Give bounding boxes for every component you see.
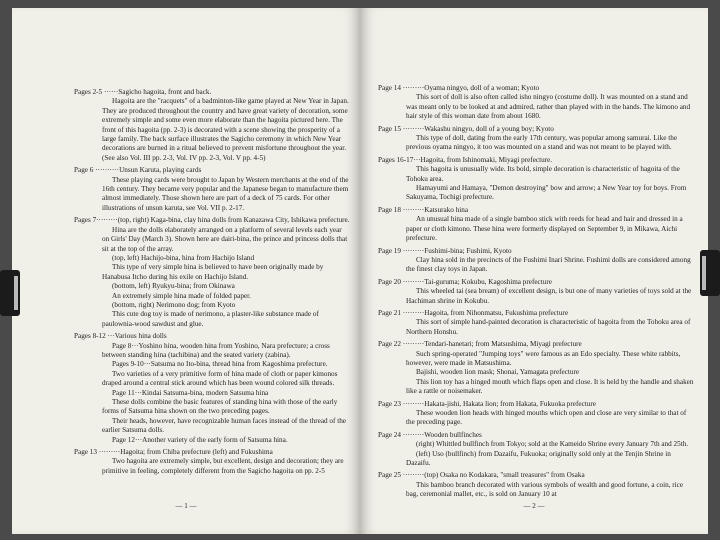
entry-text: Bajishi, wooden lion mask; Shonai, Yamagata prefecture bbox=[416, 368, 580, 377]
entry-heading: Page 19 ·········Fushimi-bina; Fushimi, Kyoto bbox=[378, 246, 512, 255]
entry bbox=[74, 88, 350, 163]
entry-heading: Page 14 ·········Oyama ningyo, doll of a woman; Kyoto bbox=[378, 84, 540, 92]
entry bbox=[378, 156, 694, 203]
entry bbox=[378, 309, 694, 337]
page-number-left: — 1 — bbox=[175, 502, 197, 510]
entry bbox=[74, 332, 350, 445]
entry bbox=[378, 278, 694, 306]
entry-heading: Page 21 ·········Hagoita, from Nihonmatsu, Fukushima prefecture bbox=[378, 308, 569, 317]
entry-heading: Page 18 ·········Katsurako hina bbox=[378, 205, 469, 214]
entry-text: (left) Uso (bullfinch) from Dazaifu, Fukuoka; originally sold only at the Tenjin Shrine in Dazaifu. bbox=[406, 449, 671, 468]
entry-text: This type of doll, dating from the early 17th century, was popular among samurai. Like the previous oyama ningyo, it too was mounted on a stand and was not meant to be played with. bbox=[406, 134, 678, 152]
entry-text: Page 11···Kindai Satsuma-bina, modern Satsuma hina bbox=[112, 388, 269, 397]
entry bbox=[74, 216, 350, 329]
entry bbox=[74, 166, 350, 213]
entry bbox=[74, 448, 350, 476]
entry bbox=[378, 206, 694, 244]
entry-heading: Page 25 ·········(top) Osaka no Kodakara, "small treasures" from Osaka bbox=[378, 471, 585, 480]
entry-heading: Pages 8-12 ···Various hina dolls bbox=[74, 332, 167, 341]
entry-heading: Page 15 ·········Wakashu ningyo, doll of a young boy; Kyoto bbox=[378, 124, 554, 133]
entry-text: This bamboo branch decorated with various symbols of wealth and good fortune, a coin, rice bag, ceremonial mallet, etc., is sold on January 10 at bbox=[406, 480, 684, 499]
entry-text: These playing cards were brought to Japan by Western merchants at the end of the 16th century. They became very popular and the Japanese began to manufacture them almost immediately. Those shown here are part of a deck of 75 cards. For other illustrations of unsun karuta, see Vol. VII p. 2-17. bbox=[102, 175, 349, 212]
entry-text: (right) Whittled bullfinch from Tokyo; sold at the Kameido Shrine every January 7th and 25th. bbox=[416, 440, 689, 449]
entry-heading: Page 24 ·········Wooden bullfinches bbox=[378, 430, 482, 439]
right-page bbox=[360, 8, 708, 534]
entry-text: An unusual hina made of a single bamboo stick with reeds for head and hair and dressed in a paper or cloth kimono. These hina were formerly displayed on September 9, in Mikawa, Aichi prefecture. bbox=[406, 215, 683, 243]
page-number-right: — 2 — bbox=[523, 502, 545, 510]
entry bbox=[378, 247, 694, 275]
entry-text: Hagoita are the "racquets" of a badminton-like game played at New Year in Japan. They are produced throughout the country and have great variety of decoration, some extremely simple and some even more elaborate than the hagoita pictured here. The front of this hagoita (pp. 2-3) is decorated with a scene showing the prosperity of a large family. The back surface illustrates the Sagicho ceremony in which New Year decorations are burned in a ritual believed to prevent misfortune throughout the year. (See also Vol. III pp. 2-3, Vol. IV pp. 2-3, Vol. V pp. 4-5) bbox=[102, 97, 349, 162]
entry-text: Pages 9-10···Satsuma no Ito-bina, thread hina from Kagoshima prefecture. bbox=[112, 360, 328, 369]
entry-text: This cute dog toy is made of nerimono, a plaster-like substance made of paulownia-wood sawdust and glue. bbox=[102, 310, 319, 328]
entry-text: This lion toy has a hinged mouth which flaps open and close. It is held by the handle and shaken like a rattle or noisemaker. bbox=[406, 377, 694, 396]
entry-heading: Pages 7·········(top, right) Kaga-bina, clay hina dolls from Kanazawa City, Ishikawa prefecture. bbox=[74, 216, 350, 225]
entry-text: Their heads, however, have recognizable human faces instead of the thread of the earlier Satsuma dolls. bbox=[102, 416, 347, 435]
entry-text: This wheeled tai (sea bream) of excellent design, is but one of many varieties of toys sold at the Hachiman shrine in Kokubu. bbox=[406, 287, 692, 305]
entry-text: This hagoita is unusually wide. Its bold, simple decoration is characteristic of hagoita of the Tohoku area. bbox=[406, 165, 680, 183]
book-spread bbox=[12, 8, 708, 534]
entry bbox=[378, 431, 694, 469]
binder-clip-right bbox=[700, 250, 720, 296]
left-page bbox=[12, 8, 360, 534]
entry-heading: Pages 16-17···Hagoita, from Ishinomaki, Miyagi prefecture. bbox=[378, 155, 553, 164]
entry-heading: Page 6 ··········Unsun Karuta, playing cards bbox=[74, 166, 202, 175]
entry-text: Hamayumi and Hamaya, "Demon destroying" bow and arrow; a New Year toy for boys. From Sakuyama, Tochigi prefecture. bbox=[406, 184, 687, 202]
entry-text: Two varieties of a very primitive form of hina made of cloth or paper kimonos draped around a central stick around which has been wound colored silk threads. bbox=[102, 369, 338, 388]
entry bbox=[378, 400, 694, 428]
entry-text: Page 8···Yoshino hina, wooden hina from Yoshino, Nara prefecture; a cross between standing hina (tachibina) and the seated variety (zabina). bbox=[102, 341, 330, 359]
entry-text: Page 12···Another variety of the early form of Satsuma hina. bbox=[112, 435, 288, 444]
entry bbox=[378, 340, 694, 396]
entry-text: (top, left) Hachijo-bina, hina from Hachijo Island bbox=[112, 253, 255, 262]
entry bbox=[378, 84, 694, 122]
entry bbox=[378, 471, 694, 499]
entry-text: This type of very simple hina is believed to have been originally made by Hanabusa Itcho during his exile on Hachijo Island. bbox=[102, 263, 324, 281]
entry-heading: Page 22 ·········Tendari-hanetari; from Matsushima, Miyagi prefecture bbox=[378, 340, 582, 349]
entry-heading: Page 20 ·········Tai-guruma; Kokubu, Kagoshima prefecture bbox=[378, 277, 552, 286]
entry-text: These dolls combine the basic features of standing hina with those of the early forms of Satsuma hina shown on the two preceding pages. bbox=[102, 398, 338, 416]
entry-text: Clay hina sold in the precincts of the Fushimi Inari Shrine. Fushimi dolls are considered among the finest clay toys in Japan. bbox=[406, 255, 691, 274]
entry-text: Two hagoita are extremely simple, but excellent, design and decoration; they are primitive in feeling, completely different from the Sagicho hagoita on pp. 2-5 bbox=[102, 457, 344, 475]
entry-text: This sort of doll is also often called isho ningyo (costume doll). It was mounted on a stand and was meant only to be looked at and admired, rather than played with in the hands. The kimono and hair style of this woman date from about 1680. bbox=[406, 93, 691, 121]
entry-heading: Page 13 ·········Hagoita; from Chiba prefecture (left) and Fukushima bbox=[74, 448, 273, 457]
entry-text: This sort of simple hand-painted decoration is characteristic of hagoita from the Tohoku area of Northern Honshu. bbox=[406, 318, 691, 336]
left-entries bbox=[74, 88, 350, 476]
entry-heading: Pages 2-5 ······Sagicho hagoita, front and back. bbox=[74, 88, 212, 96]
binder-clip-left bbox=[0, 270, 20, 316]
entry bbox=[378, 125, 694, 153]
entry-text: Hina are the dolls elaborately arranged on a platform of several levels each year on Girls' Day (March 3). Shown here are dairi-bina, the prince and princess dolls that sit at the top of the array. bbox=[102, 225, 348, 253]
entry-text: These wooden lion heads with hinged mouths which open and close are very similar to that of the preceding page. bbox=[406, 409, 687, 427]
entry-text: (bottom, right) Nerimono dog; from Kyoto bbox=[112, 300, 236, 309]
entry-heading: Page 23 ·········Hakata-jishi, Hakata lion; from Hakata, Fukuoka prefecture bbox=[378, 399, 596, 408]
entry-text: An extremely simple hina made of folded paper. bbox=[112, 291, 251, 300]
right-entries bbox=[378, 84, 694, 500]
entry-text: (bottom, left) Ryukyu-bina; from Okinawa bbox=[112, 282, 235, 291]
entry-text: Such spring-operated "Jumping toys" were famous as an Edo specialty. These white rabbits, however, were made in Matsushima. bbox=[406, 349, 681, 367]
